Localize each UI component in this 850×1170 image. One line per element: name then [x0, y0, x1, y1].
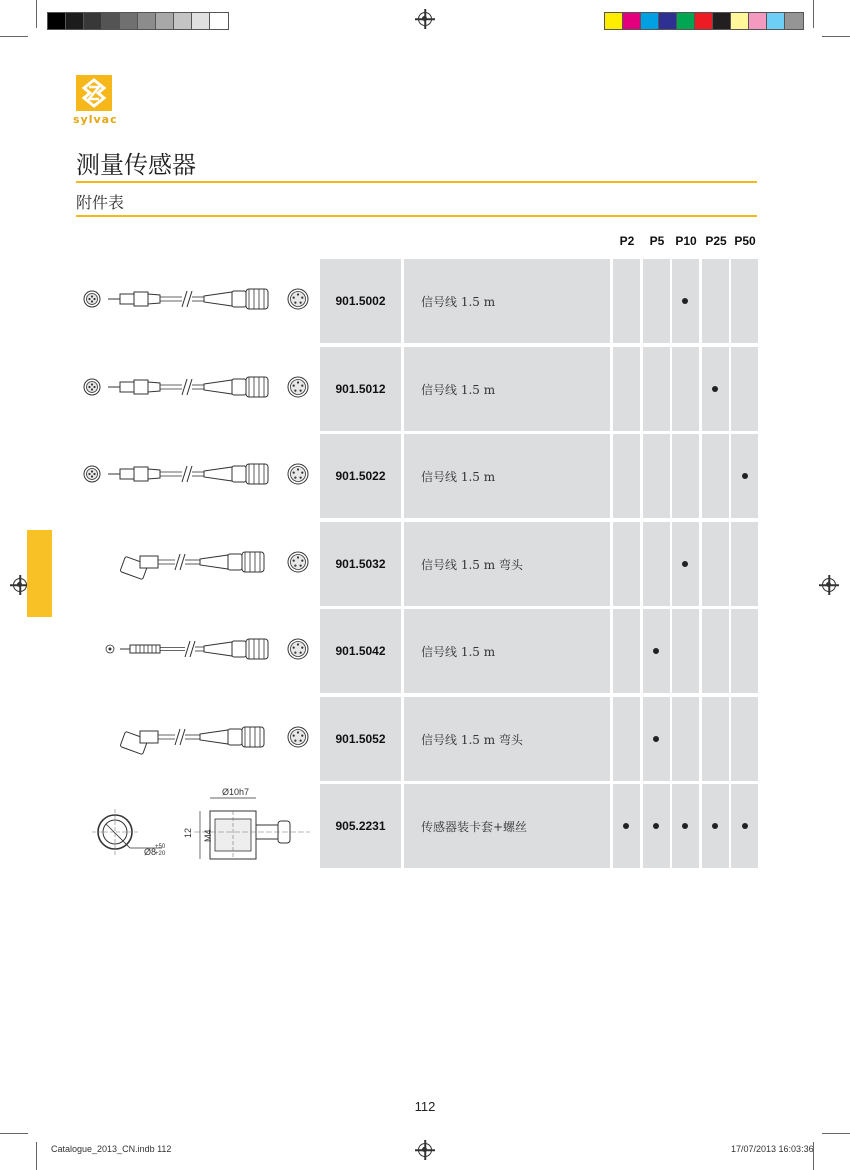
color-swatch: [749, 13, 767, 29]
part-description: 信号线 1.5 m 弯头: [404, 522, 610, 606]
part-description: 传感器装卡套+螺丝: [404, 784, 610, 868]
column-header-p2: P2: [619, 234, 635, 248]
compatibility-cell-p2: [613, 259, 640, 343]
angled-cable-5pin-icon: [70, 522, 320, 606]
compatibility-cell-p2: [613, 697, 640, 781]
page-subtitle: 附件表: [76, 193, 125, 212]
angled-cable-5pin-icon: [70, 697, 320, 781]
gray-swatch: [156, 13, 174, 29]
crop-mark: [822, 36, 850, 37]
gray-swatch: [102, 13, 120, 29]
compatibility-cell-p2: [613, 522, 640, 606]
color-swatch: [659, 13, 677, 29]
compatibility-cell-p25: [702, 259, 729, 343]
column-header-p25: P25: [705, 234, 727, 248]
registration-mark-icon: [418, 1143, 432, 1157]
compatibility-cell-p25: [702, 434, 729, 518]
column-header-p5: P5: [649, 234, 665, 248]
gray-swatch: [120, 13, 138, 29]
crop-mark: [0, 1133, 28, 1134]
compatibility-cell-p25: [702, 609, 729, 693]
subtitle-divider: [76, 215, 757, 217]
bore-diameter-label: Ø8: [144, 847, 157, 857]
part-number: 901.5052: [320, 697, 401, 781]
compatibility-cell-p50: [731, 347, 758, 431]
compatibility-cell-p2: [613, 434, 640, 518]
part-description: 信号线 1.5 m: [404, 609, 610, 693]
part-description: 信号线 1.5 m 弯头: [404, 697, 610, 781]
compatibility-cell-p10: [672, 347, 699, 431]
compatibility-cell-p50: [731, 697, 758, 781]
color-swatch: [767, 13, 785, 29]
compatibility-cell-p5: [643, 522, 670, 606]
gray-swatch: [48, 13, 66, 29]
compatibility-cell-p50: [731, 609, 758, 693]
straight-cable-4pin-icon: [70, 434, 320, 518]
title-divider: [76, 181, 757, 183]
compatibility-dot-icon: [623, 823, 629, 829]
compatibility-cell-p10: [672, 434, 699, 518]
compatibility-dot-icon: [682, 298, 688, 304]
part-number: 901.5022: [320, 434, 401, 518]
color-swatch: [605, 13, 623, 29]
slug-timestamp: 17/07/2013 16:03:36: [731, 1144, 814, 1154]
crop-mark: [36, 0, 37, 28]
crop-mark: [36, 1142, 37, 1170]
table-row: [0, 259, 850, 343]
bore-tolerance-lower: +20: [155, 851, 166, 857]
compatibility-dot-icon: [682, 823, 688, 829]
color-swatch: [695, 13, 713, 29]
page-number: 112: [414, 1099, 436, 1114]
part-description: 信号线 1.5 m: [404, 259, 610, 343]
straight-cable-4pin-icon: [70, 259, 320, 343]
table-row: [0, 697, 850, 781]
compatibility-cell-p2: [613, 609, 640, 693]
part-number: 901.5042: [320, 609, 401, 693]
gray-swatch: [66, 13, 84, 29]
gray-swatch: [192, 13, 210, 29]
outer-diameter-label: Ø10h7: [222, 787, 250, 797]
compatibility-cell-p50: [731, 259, 758, 343]
crop-mark: [813, 0, 814, 28]
registration-mark-icon: [418, 12, 432, 26]
compatibility-cell-p50: [731, 522, 758, 606]
part-number: 901.5012: [320, 347, 401, 431]
color-swatch: [731, 13, 749, 29]
compatibility-cell-p5: [643, 434, 670, 518]
gray-swatch: [84, 13, 102, 29]
compatibility-cell-p25: [702, 522, 729, 606]
column-header-p50: P50: [734, 234, 756, 248]
color-swatch: [785, 13, 803, 29]
gray-swatch: [174, 13, 192, 29]
color-swatch: [677, 13, 695, 29]
page-title: 测量传感器: [76, 151, 196, 179]
part-number: 901.5002: [320, 259, 401, 343]
thread-label: M4: [203, 829, 213, 842]
color-colorbar: [604, 12, 804, 30]
compatibility-dot-icon: [653, 648, 659, 654]
color-swatch: [641, 13, 659, 29]
table-row: [0, 434, 850, 518]
crop-mark: [0, 36, 28, 37]
column-header-p10: P10: [675, 234, 697, 248]
compatibility-cell-p5: [643, 347, 670, 431]
compatibility-dot-icon: [742, 823, 748, 829]
table-row: [0, 522, 850, 606]
sylvac-logo-icon: [76, 75, 112, 111]
part-description: 信号线 1.5 m: [404, 347, 610, 431]
compatibility-cell-p25: [702, 697, 729, 781]
straight-cable-4pin-icon: [70, 347, 320, 431]
part-number: 901.5032: [320, 522, 401, 606]
compatibility-cell-p2: [613, 347, 640, 431]
compatibility-dot-icon: [653, 823, 659, 829]
gray-swatch: [210, 13, 228, 29]
compatibility-dot-icon: [742, 473, 748, 479]
gray-swatch: [138, 13, 156, 29]
color-swatch: [623, 13, 641, 29]
compatibility-dot-icon: [712, 386, 718, 392]
part-description: 信号线 1.5 m: [404, 434, 610, 518]
color-swatch: [713, 13, 731, 29]
compatibility-cell-p10: [672, 609, 699, 693]
micro-cable-5pin-icon: [70, 609, 320, 693]
clamping-sleeve-icon: [70, 784, 320, 868]
compatibility-dot-icon: [682, 561, 688, 567]
bore-tolerance-upper: +50: [155, 844, 166, 850]
grayscale-colorbar: [47, 12, 229, 30]
part-number: 905.2231: [320, 784, 401, 868]
compatibility-cell-p5: [643, 259, 670, 343]
table-row: [0, 784, 850, 868]
table-row: [0, 347, 850, 431]
slug-file: Catalogue_2013_CN.indb 112: [51, 1144, 172, 1154]
height-label: 12: [183, 827, 193, 838]
table-row: [0, 609, 850, 693]
compatibility-dot-icon: [712, 823, 718, 829]
compatibility-cell-p10: [672, 697, 699, 781]
logo-text: sylvac: [73, 113, 118, 126]
compatibility-dot-icon: [653, 736, 659, 742]
crop-mark: [822, 1133, 850, 1134]
